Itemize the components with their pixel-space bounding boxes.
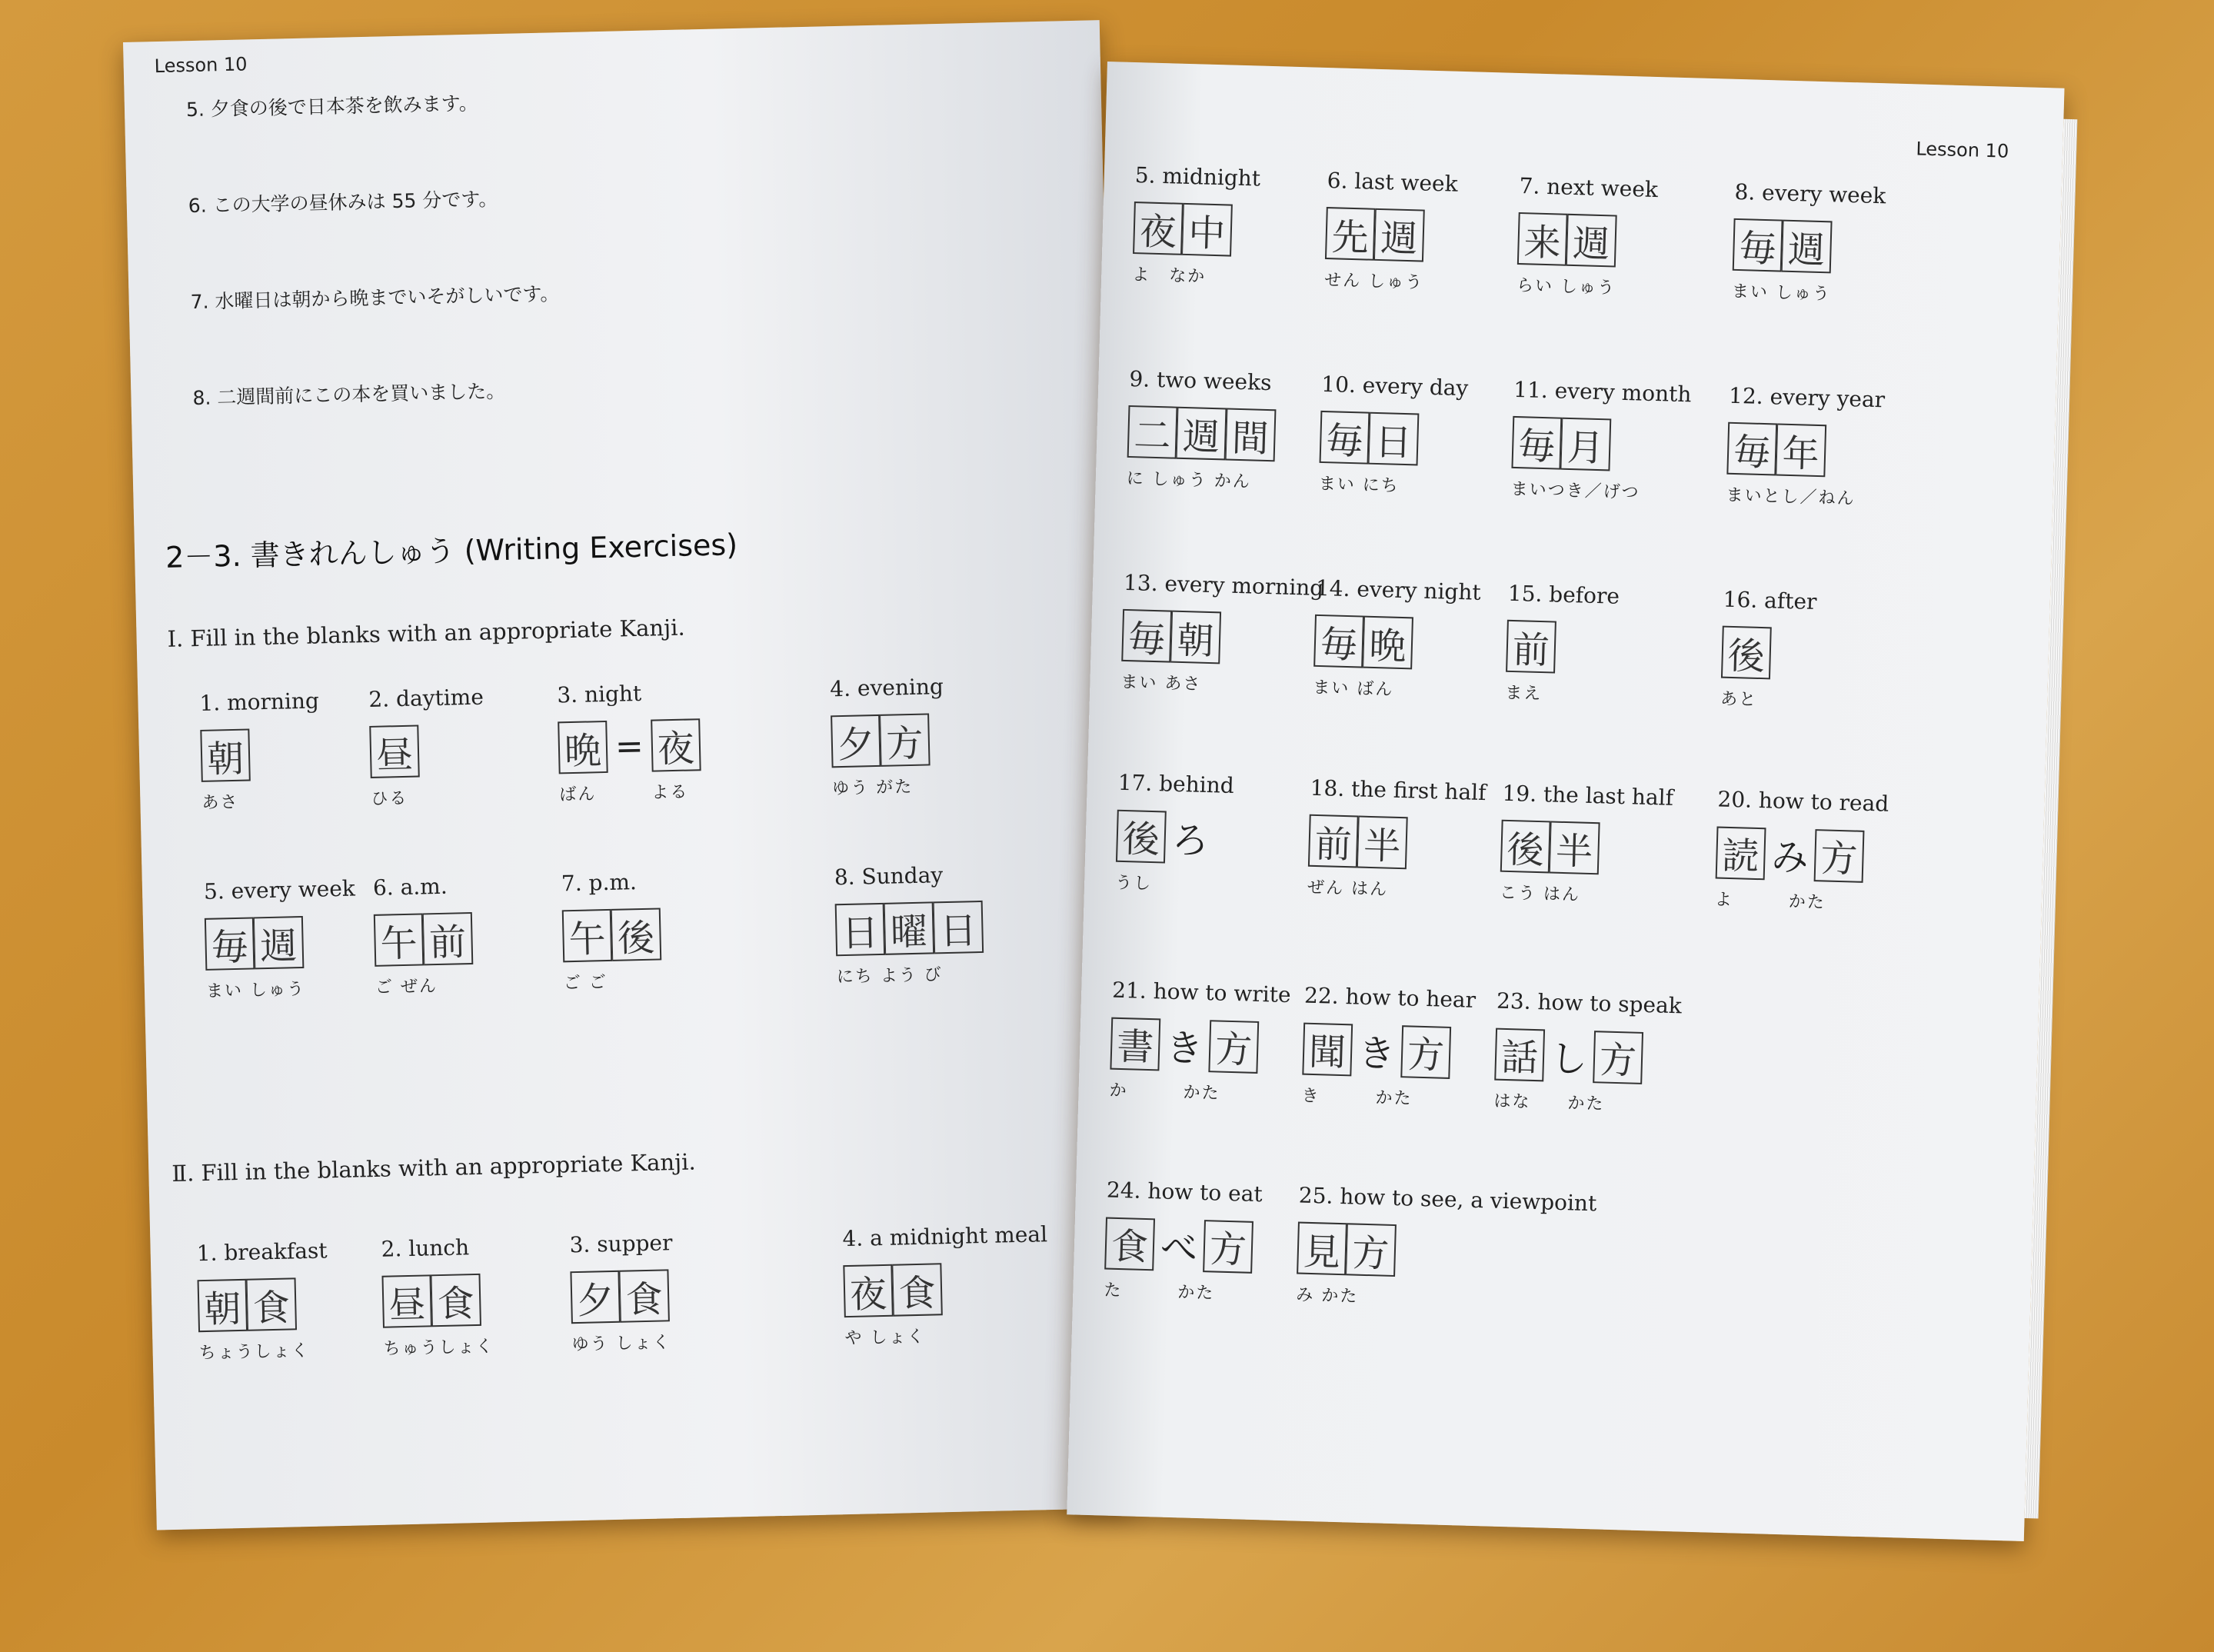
exercise-label: 7. next week [1519,173,1659,203]
exercise-label: 5. midnight [1134,162,1261,192]
kanji-box[interactable]: 週 [1374,208,1425,262]
kanji-box[interactable]: 毎 [1733,218,1783,272]
kanji-boxes [1320,411,1468,467]
exercise-item [569,1230,674,1355]
exercise-label: 19. the last half [1502,780,1674,811]
kanji-boxes [1721,626,1816,681]
furigana-reading: まい にち [1318,474,1400,496]
kanji-box[interactable]: 昼 [369,725,420,778]
kanji-boxes [1110,1017,1290,1074]
exercise-item [1714,787,1889,915]
furigana-reading: ご ご [563,973,608,994]
kanji-box[interactable]: 方 [880,713,931,766]
part2-instruction: Ⅱ. Fill in the blanks with an appropriate Kanji. [171,1148,696,1187]
kanji-box[interactable]: 夕 [570,1271,621,1324]
kanji-box[interactable]: 半 [1357,816,1408,870]
kanji-box[interactable]: 毎 [1121,609,1172,663]
exercise-label: 17. behind [1117,769,1235,798]
kanji-box[interactable]: 月 [1560,418,1611,471]
kanji-box[interactable]: 午 [374,913,424,966]
kanji-box[interactable]: 方 [1400,1025,1451,1079]
furigana-reading: らい しゅう [1516,275,1616,298]
furigana-reading: み かた [1295,1285,1359,1307]
kanji-boxes [1127,405,1277,461]
furigana-reading: うし [1114,873,1153,894]
kanji-boxes [1511,416,1690,473]
okurigana[interactable]: ろ [1170,818,1210,864]
exercise-label: 7. p.m. [561,869,638,897]
furigana-reading: ひる [371,788,408,809]
exercise-item [1517,173,1659,300]
exercise-label: 2. daytime [368,684,484,712]
kanji-box[interactable]: 昼 [381,1274,432,1327]
kanji-boxes [835,901,984,956]
kanji-box[interactable]: 朝 [198,1279,248,1332]
exercise-item [1324,168,1458,295]
kanji-box[interactable]: 週 [254,916,305,969]
kanji-box[interactable]: 食 [247,1277,298,1331]
exercise-label: 24. how to eat [1106,1177,1263,1207]
kanji-boxes [1726,422,1884,479]
kanji-box[interactable]: 後 [611,908,662,961]
sentence-8: 8. 二週間前にこの本を買いました。 [192,379,506,410]
kanji-box[interactable]: 朝 [1170,611,1221,664]
furigana-reading: ぜん はん [1307,878,1389,900]
okurigana[interactable]: し [1550,1037,1588,1081]
furigana-reading: まいとし／ねん [1726,485,1856,509]
furigana-reading: まい ばん [1313,678,1394,700]
kanji-box[interactable]: 方 [1814,829,1865,883]
exercise-item [1318,371,1468,498]
kanji-box[interactable]: 食 [619,1269,670,1322]
exercise-label: 3. supper [569,1230,673,1258]
exercise-item [1132,162,1261,288]
exercise-item [561,868,663,994]
exercise-label: 11. every month [1513,376,1692,408]
exercise-label: 15. before [1507,580,1620,609]
exercise-label: 4. a midnight meal [842,1221,1048,1252]
okurigana[interactable]: べ [1160,1226,1198,1271]
kanji-box[interactable]: 毎 [205,917,255,970]
furigana-reading: よ かた [1714,890,1826,913]
furigana-reading: ちょうしょく [198,1341,310,1364]
kanji-boxes [1500,820,1673,877]
sentence-6: 6. この大学の昼休みは 55 分です。 [188,188,498,218]
furigana-reading: にち よう び [836,965,944,988]
exercise-item [1313,575,1481,703]
furigana-reading: ゆう がた [831,777,914,799]
exercise-item [1505,581,1620,707]
kanji-boxes [1121,609,1323,667]
kanji-box[interactable]: 方 [1346,1223,1397,1277]
exercise-item [1720,587,1817,712]
kanji-box[interactable]: 中 [1182,203,1233,257]
exercise-label: 3. night [557,680,642,708]
exercise-label: 9. two weeks [1129,365,1272,396]
exercise-label: 10. every day [1320,371,1469,401]
kanji-boxes [1506,620,1619,675]
kanji-box[interactable]: 毎 [1313,615,1364,668]
okurigana[interactable]: き [1165,1026,1204,1071]
kanji-boxes [205,914,357,970]
furigana-reading: や しょく [844,1327,926,1349]
equals-sign[interactable]: = [614,726,644,767]
kanji-boxes [1494,1028,1681,1086]
kanji-boxes [570,1269,674,1324]
right-page [1067,62,2064,1541]
kanji-boxes [1297,1222,1596,1283]
exercise-label: 13. every morning [1123,569,1324,601]
kanji-boxes [374,912,474,967]
exercise-label: 8. every week [1734,178,1886,209]
exercise-item [204,875,358,1001]
kanji-box[interactable]: 日 [934,901,984,954]
exercise-item [1301,983,1476,1111]
kanji-boxes [1716,826,1889,884]
exercise-item [557,679,701,805]
kanji-boxes [381,1274,494,1328]
exercise-item [368,684,486,810]
kanji-boxes [200,727,321,782]
section-title: 2－3. 書きれんしゅう (Writing Exercises) [165,528,738,575]
kanji-box[interactable]: 話 [1494,1028,1545,1081]
exercise-item [834,861,984,988]
exercise-item [1126,366,1277,493]
exercise-label: 23. how to speak [1496,988,1683,1019]
kanji-box[interactable]: 先 [1325,207,1376,261]
kanji-box[interactable]: 夜 [651,718,701,771]
kanji-box[interactable]: 前 [1308,814,1359,868]
exercise-label: 6. a.m. [372,873,448,901]
exercise-label: 1. breakfast [196,1237,328,1267]
part1-instruction: Ⅰ. Fill in the blanks with an appropriate Kanji. [167,614,685,652]
exercise-label: 8. Sunday [834,862,944,891]
kanji-boxes [1733,218,1886,275]
kanji-box[interactable]: 前 [423,912,474,965]
kanji-boxes [1104,1217,1262,1274]
kanji-boxes [562,908,662,962]
exercise-label: 6. last week [1327,168,1459,197]
kanji-box[interactable]: 後 [1500,820,1551,874]
exercise-label: 21. how to write [1111,977,1291,1008]
kanji-box[interactable]: 方 [1203,1220,1253,1274]
kanji-box[interactable]: 前 [1506,620,1556,674]
furigana-reading: あと [1720,689,1758,710]
furigana-reading: ゆう しょく [571,1333,671,1355]
kanji-box[interactable]: 食 [1104,1217,1155,1271]
kanji-box[interactable]: 晩 [558,721,608,774]
exercise-label: 1. morning [199,688,320,716]
kanji-box[interactable]: 読 [1716,826,1766,880]
kanji-box[interactable]: 夕 [831,714,881,768]
exercise-item [1104,1177,1263,1306]
kanji-box[interactable]: 後 [1721,626,1772,680]
kanji-box[interactable]: 曜 [884,901,935,954]
kanji-box[interactable]: 毎 [1320,411,1370,465]
exercise-item [830,674,946,799]
exercise-label: 18. the first half [1310,774,1487,806]
furigana-reading: た かた [1104,1281,1215,1304]
kanji-boxes [1308,814,1486,871]
kanji-box[interactable]: 食 [892,1263,943,1316]
exercise-item [196,1237,329,1364]
kanji-box[interactable]: 見 [1297,1222,1347,1276]
kanji-boxes [831,713,945,768]
exercise-label: 25. how to see, a viewpoint [1298,1182,1597,1217]
kanji-box[interactable]: 週 [1566,214,1617,268]
kanji-boxes [843,1261,1049,1317]
kanji-box[interactable]: 日 [1369,412,1420,466]
kanji-box[interactable]: 後 [1116,809,1167,863]
furigana-reading: まい しゅう [205,979,306,1001]
okurigana[interactable]: み [1770,835,1809,880]
exercise-item [1493,988,1682,1117]
exercise-label: 4. evening [829,674,944,702]
furigana-reading: ちゅうしょく [383,1337,494,1359]
furigana-reading: まい あさ [1120,672,1202,694]
left-page [123,20,1134,1530]
exercise-item [373,873,474,998]
exercise-item [1732,179,1886,306]
kanji-box[interactable]: 週 [1782,220,1833,274]
furigana-reading: まい しゅう [1731,281,1832,305]
exercise-label: 12. every year [1728,382,1886,413]
furigana-reading: ご ぜん [375,977,438,998]
lesson-header-right: Lesson 10 [1916,138,2009,162]
kanji-box[interactable]: 夜 [1133,202,1184,255]
kanji-boxes [1116,809,1234,865]
exercise-item [1307,775,1487,903]
kanji-boxes [369,724,485,778]
kanji-boxes [558,718,701,774]
kanji-box[interactable]: 朝 [200,729,251,782]
kanji-box[interactable]: 方 [1593,1031,1643,1084]
lesson-header-left: Lesson 10 [154,53,248,78]
exercise-item [1500,781,1674,908]
kanji-boxes [1302,1022,1475,1080]
exercise-label: 22. how to hear [1303,982,1477,1013]
kanji-boxes [1133,202,1260,258]
exercise-item [1120,570,1324,698]
exercise-label: 5. every week [203,875,356,904]
furigana-reading: あさ [201,792,239,813]
kanji-box[interactable]: 半 [1550,821,1600,874]
exercise-label: 20. how to read [1717,786,1889,817]
kanji-box[interactable]: 来 [1517,212,1568,266]
furigana-reading: よ なか [1131,265,1207,287]
okurigana[interactable]: き [1357,1031,1396,1076]
kanji-box[interactable]: 晩 [1363,616,1413,670]
exercise-item [1109,978,1291,1106]
kanji-box[interactable]: 毎 [1511,416,1562,470]
kanji-box[interactable]: 間 [1226,408,1277,462]
kanji-box[interactable]: 週 [1177,407,1227,461]
furigana-reading: まいつき／げつ [1510,479,1640,503]
kanji-box[interactable]: 方 [1208,1020,1259,1074]
furigana-reading: か かた [1109,1081,1220,1104]
kanji-box[interactable]: 日 [835,903,886,956]
kanji-boxes [1517,212,1657,268]
furigana-reading: ばん よる [559,782,689,805]
furigana-reading: に しゅう かん [1126,468,1252,492]
kanji-boxes [1325,207,1457,263]
exercise-label: 14. every night [1315,575,1482,605]
kanji-box[interactable]: 二 [1127,405,1178,459]
sentence-7: 7. 水曜日は朝から晩までいそがしいです。 [190,282,560,314]
sentence-5: 5. 夕食の後で日本茶を飲みます。 [185,92,479,122]
kanji-box[interactable]: 夜 [843,1264,894,1317]
exercise-item [381,1234,494,1360]
kanji-box[interactable]: 食 [431,1274,481,1327]
exercise-item [1726,383,1885,511]
exercise-item [1296,1183,1597,1314]
furigana-reading: はな かた [1493,1091,1605,1114]
exercise-item [1510,377,1692,505]
furigana-reading: せん しゅう [1323,270,1424,293]
kanji-box[interactable]: 午 [562,909,613,962]
furigana-reading: き かた [1301,1086,1413,1109]
kanji-boxes [1313,615,1480,671]
kanji-box[interactable]: 聞 [1302,1022,1353,1076]
exercise-item [1115,770,1234,897]
exercise-label: 2. lunch [381,1234,470,1262]
page-edge [2025,119,2078,1519]
exercise-item [842,1221,1050,1349]
kanji-box[interactable]: 年 [1776,424,1826,478]
kanji-boxes [198,1277,329,1332]
kanji-box[interactable]: 毎 [1726,422,1777,476]
exercise-item [199,688,321,813]
exercise-label: 16. after [1723,586,1817,615]
furigana-reading: こう はん [1499,883,1581,905]
furigana-reading: まえ [1504,683,1543,704]
kanji-box[interactable]: 書 [1110,1017,1160,1071]
